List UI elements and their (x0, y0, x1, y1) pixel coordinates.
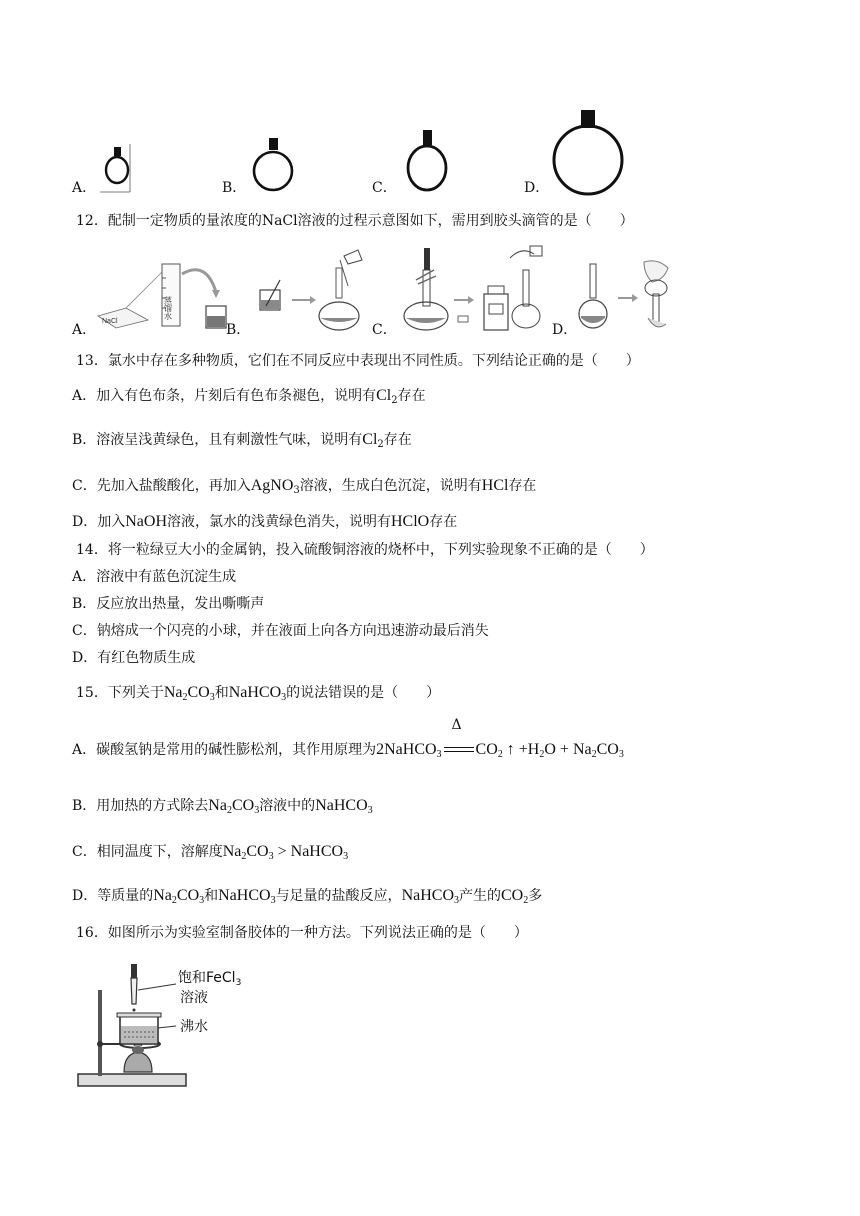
question-15-stem (76, 683, 440, 703)
q13-option-c (72, 476, 536, 496)
option-text: 存在 (397, 388, 426, 404)
formula: Cl (362, 431, 378, 448)
stem-text: 15．下列关于 (76, 685, 164, 701)
q14-option-c: C．钠熔成一个闪亮的小球，并在液面上向各方向迅速游动最后消失 (72, 623, 489, 639)
question-13-stem: 13．氯水中存在多种物质，它们在不同反应中表现出不同性质。下列结论正确的是（ ） (76, 353, 640, 369)
option-label: D． (524, 180, 550, 196)
q15-option-c (72, 842, 348, 862)
stem-text: 的说法错误的是（ ） (286, 685, 441, 701)
image-flask-invert (578, 258, 674, 336)
option-label: B． (222, 180, 247, 196)
q14-option-d: D．有红色物质生成 (72, 650, 196, 666)
flask-image-d (550, 106, 630, 198)
formula-nahco3: NaHCO$_3$ (401, 887, 459, 906)
q14-option-a: A．溶液中有蓝色沉淀生成 (72, 569, 237, 585)
formula-nahco3: NaHCO$_3$ (228, 684, 287, 703)
subscript: 2 (391, 395, 398, 406)
heat-arrow (442, 717, 476, 757)
q14-option-b: B．反应放出热量，发出嘶嘶声 (72, 596, 265, 612)
formula: HCl (481, 477, 509, 494)
option-text: B．溶液呈浅黄绿色，且有刺激性气味，说明有 (72, 432, 363, 448)
option-text: B．用加热的方式除去 (72, 798, 209, 814)
option-text: D．加入 (72, 514, 126, 530)
formula-co2: $CO_2$ (501, 887, 529, 906)
option-text: 溶液，生成白色沉淀，说明有 (299, 478, 482, 494)
subscript: 2 (377, 439, 384, 450)
option-text: 和 (204, 888, 219, 904)
formula: AgNO (250, 477, 294, 494)
q13-option-b (72, 430, 412, 450)
option-label: A． (72, 322, 97, 338)
formula: Cl (376, 387, 392, 404)
option-label: A． (72, 180, 97, 196)
option-text: A．加入有色布条，片刻后有色布条褪色，说明有 (72, 388, 377, 404)
flask-image-c (398, 124, 458, 196)
question-12-stem: 12．配制一定物质的量浓度的NaCl溶液的过程示意图如下，需用到胶头滴管的是（ ） (76, 213, 634, 229)
option-text: D．等质量的 (72, 888, 154, 904)
image-beaker-to-flask (252, 246, 370, 336)
option-text: 溶液，氯水的浅黄绿色消失，说明有 (167, 514, 391, 530)
formula-nahco3: NaHCO$_3$ (218, 887, 276, 906)
option-label: B． (226, 322, 251, 338)
option-text: 与足量的盐酸反应， (275, 888, 402, 904)
option-text: 存在 (508, 478, 537, 494)
image-shake-to-bottle (396, 240, 544, 336)
q13-option-a (72, 386, 426, 406)
nacl-label: NaCl (102, 318, 118, 325)
formula-na2co3: $Na_2CO_3$ (222, 843, 274, 862)
question-14-stem: 14．将一粒绿豆大小的金属钠，投入硫酸铜溶液的烧杯中，下列实验现象不正确的是（ ） (76, 542, 654, 558)
option-text: 多 (528, 888, 543, 904)
formula-nahco3: NaHCO$_3$ (315, 797, 373, 816)
option-label: C． (372, 322, 397, 338)
formula: NaOH (125, 513, 167, 530)
subscript: 3 (293, 485, 300, 496)
formula-2nahco3: 2NaHCO$_3$ (376, 741, 442, 760)
stem-text: 和 (214, 685, 229, 701)
label-saturated-fecl3: 饱和FeCl$_3$ (178, 970, 242, 988)
greater-than: > (277, 843, 287, 860)
image-nacl-to-cylinder (96, 258, 230, 334)
option-text: 存在 (383, 432, 412, 448)
delta-symbol: Δ (451, 717, 462, 733)
question-16-stem: 16．如图所示为实验室制备胶体的一种方法。下列说法正确的是（ ） (76, 925, 528, 941)
option-text: C．先加入盐酸酸化，再加入 (72, 478, 251, 494)
option-label: C． (372, 180, 397, 196)
formula-products: $CO_2$ ↑ $+H_2O + Na_2CO_3$ (475, 741, 624, 760)
label-solution: 溶液 (180, 990, 208, 1006)
q15-option-d (72, 886, 542, 906)
option-text: C．相同温度下，溶解度 (72, 844, 223, 860)
colloid-apparatus-figure (76, 960, 256, 1120)
option-text: 存在 (429, 514, 458, 530)
q15-option-b (72, 796, 373, 816)
formula: HClO (391, 513, 430, 530)
formula-na2co3: $Na_2CO_3$ (163, 684, 215, 703)
q13-option-d (72, 512, 457, 532)
label-boiling-water: 沸水 (180, 1019, 208, 1035)
option-text: 溶液中的 (259, 798, 316, 814)
flask-image-a (100, 140, 140, 196)
option-text: A．碳酸氢钠是常用的碱性膨松剂，其作用原理为 (72, 742, 377, 758)
option-label: D． (552, 322, 578, 338)
option-text: 产生的 (459, 888, 501, 904)
flask-image-b (240, 134, 310, 194)
water-label: 蒸馏水 (163, 296, 173, 320)
formula-nahco3: NaHCO$_3$ (290, 843, 349, 862)
formula-na2co3: $Na_2CO_3$ (208, 797, 260, 816)
q15-option-a (72, 717, 624, 760)
formula-na2co3: $Na_2CO_3$ (153, 887, 205, 906)
